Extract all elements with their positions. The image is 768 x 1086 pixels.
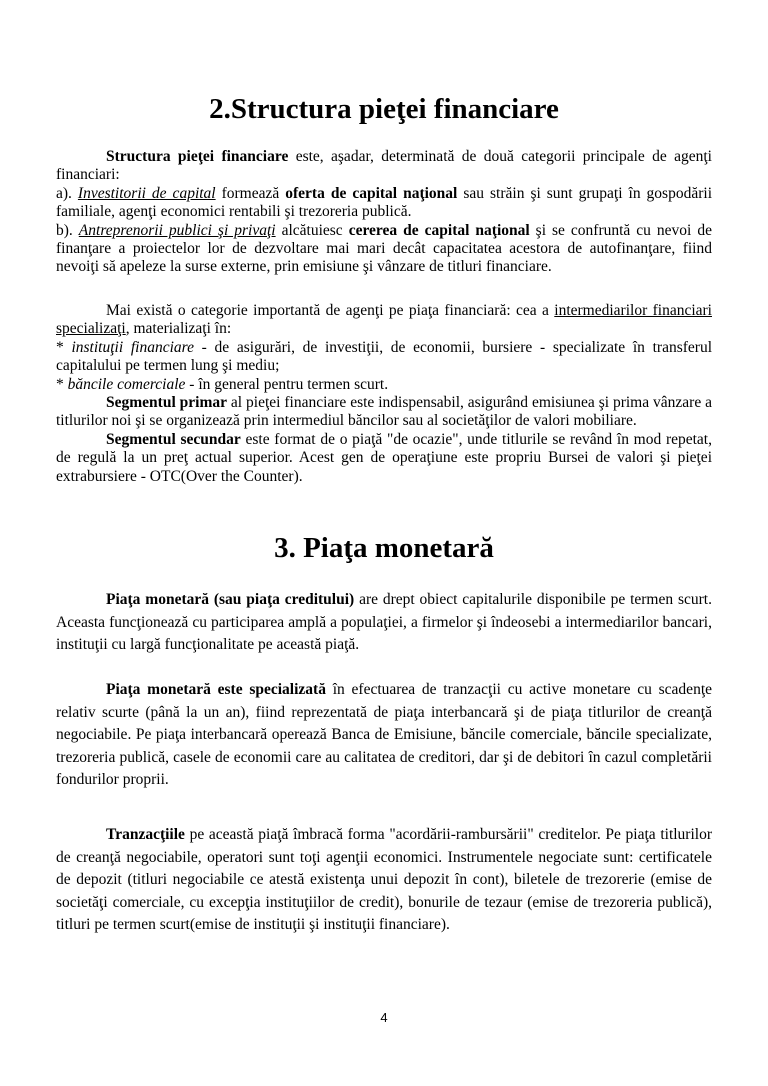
list-marker: *: [56, 338, 72, 356]
paragraph-primary-segment: [56, 394, 712, 431]
paragraph-text: alcătuiesc: [275, 221, 349, 239]
bold-term: oferta de capital naţional: [285, 184, 458, 202]
italic-term: băncile comerciale: [67, 375, 186, 393]
paragraph-text: şi se confruntă cu nevoi de finanţare a proiectelor lor de dezvoltare mai mari decât capacitatea acestora de autofinanţare, fiind nevoiţi să apeleze la surse externe, prin emisiune şi vânzare de titluri financiare.: [56, 221, 712, 276]
paragraph-text: este, aşadar, determinată de două categorii principale de agenţi financiari:: [56, 148, 712, 184]
list-marker: *: [56, 375, 68, 393]
section-structure-body: [56, 148, 712, 277]
bold-term: Segmentul secundar: [106, 430, 241, 448]
paragraph-money-market: [56, 589, 712, 657]
paragraph-text: formează: [215, 184, 286, 202]
paragraph-intermediaries: [56, 302, 712, 339]
paragraph-text: în efectuarea de tranzacţii cu active monetare cu scadenţe relativ scurte (până la un an), fiind reprezentată de piaţa interbancară şi de piaţa titlurilor de creanţă negociabile. Pe piaţa interbancară operează Banca de Emisiune, băncile comerciale, băncile specializate, trezoreria publică, casele de economii care au calitatea de creditori, dar şi de debitori în cazul completării fondurilor proprii.: [56, 681, 712, 788]
italic-term: instituţii financiare: [71, 338, 194, 356]
list-marker: a).: [56, 184, 78, 202]
bold-term: Segmentul primar: [106, 394, 228, 412]
bold-term: Piaţa monetară este specializată: [106, 681, 326, 698]
list-item-investors: [56, 185, 712, 222]
paragraph-text: - în general pentru termen scurt.: [185, 375, 389, 393]
italic-underlined-term: Investitorii de capital: [77, 184, 216, 202]
paragraph-intro: [56, 148, 712, 185]
list-item-commercial-banks: [56, 376, 712, 394]
paragraph-text: Mai există o categorie importantă de agenţi pe piaţa financiară: cea a: [106, 302, 555, 319]
bold-term: Tranzacţiile: [106, 826, 185, 843]
paragraph-transactions: [56, 824, 712, 937]
bold-term: cererea de capital naţional: [348, 221, 530, 239]
bold-term: Piaţa monetară (sau piaţa creditului): [106, 591, 355, 608]
paragraph-text: pe această piaţă îmbracă forma "acordării-rambursării" creditelor. Pe piaţa titlurilor de creanţă negociabile, operatori sunt toţi agenţii economici. Instrumentele negociate sunt: certificatele de depozit (titluri negociabile ce atestă existenţa unui depozit în cont), biletele de trezorerie (emise de societăţi comerciale, cu excepţia instituţiilor de credit), bonurile de tezaur (emise de trezoreria publică), titluri pe termen scurt(emise de instituţii şi instituţii financiare).: [56, 826, 712, 933]
paragraph-text: are drept obiect capitalurile disponibile pe termen scurt. Aceasta funcţionează cu participarea amplă a populaţiei, a firmelor şi îndeosebi a intermediarilor bancari, instituţii cu largă funcţionalitate pe această piaţă.: [56, 591, 712, 653]
paragraph-money-market-specialization: [56, 679, 712, 792]
italic-underlined-term: Antreprenorii publici şi privaţi: [78, 221, 276, 239]
bold-term: Structura pieţei financiare: [106, 148, 289, 165]
paragraph-text: sau străin şi sunt grupaţi în gospodării familiale, agenţi economici rentabili şi trezoreria publică.: [56, 184, 712, 221]
underlined-term: intermediarilor financiari specializaţi: [56, 302, 712, 338]
paragraph-secondary-segment: [56, 431, 712, 486]
page-number: 4: [380, 1010, 388, 1025]
list-marker: b).: [56, 221, 79, 239]
list-item-financial-institutions: [56, 339, 712, 376]
paragraph-text: , materializaţi în:: [125, 320, 232, 338]
paragraph-text: al pieţei financiare este indispensabil, asigurând emisiunea şi prima vânzare a titlurilor noi şi se organizează prin intermediul băncilor sau al societăţilor de valori mobiliare.: [56, 394, 712, 430]
section-intermediaries-body: [56, 302, 712, 486]
paragraph-text: este format de o piaţă "de ocazie", unde titlurile se revând în mod repetat, de regulă la un preţ actual superior. Acest gen de operaţiune este propriu Bursei de valori şi pieţei extrabursiere - OTC(Over the Counter).: [56, 430, 712, 485]
section-heading-money-market: 3. Piaţa monetară: [274, 532, 494, 564]
section-heading-structure: 2.Structura pieţei financiare: [209, 93, 559, 125]
paragraph-text: - de asigurări, de investiţii, de economii, bursiere - specializate în transferul capitalului pe termen lung şi mediu;: [56, 338, 712, 375]
list-item-entrepreneurs: [56, 222, 712, 277]
